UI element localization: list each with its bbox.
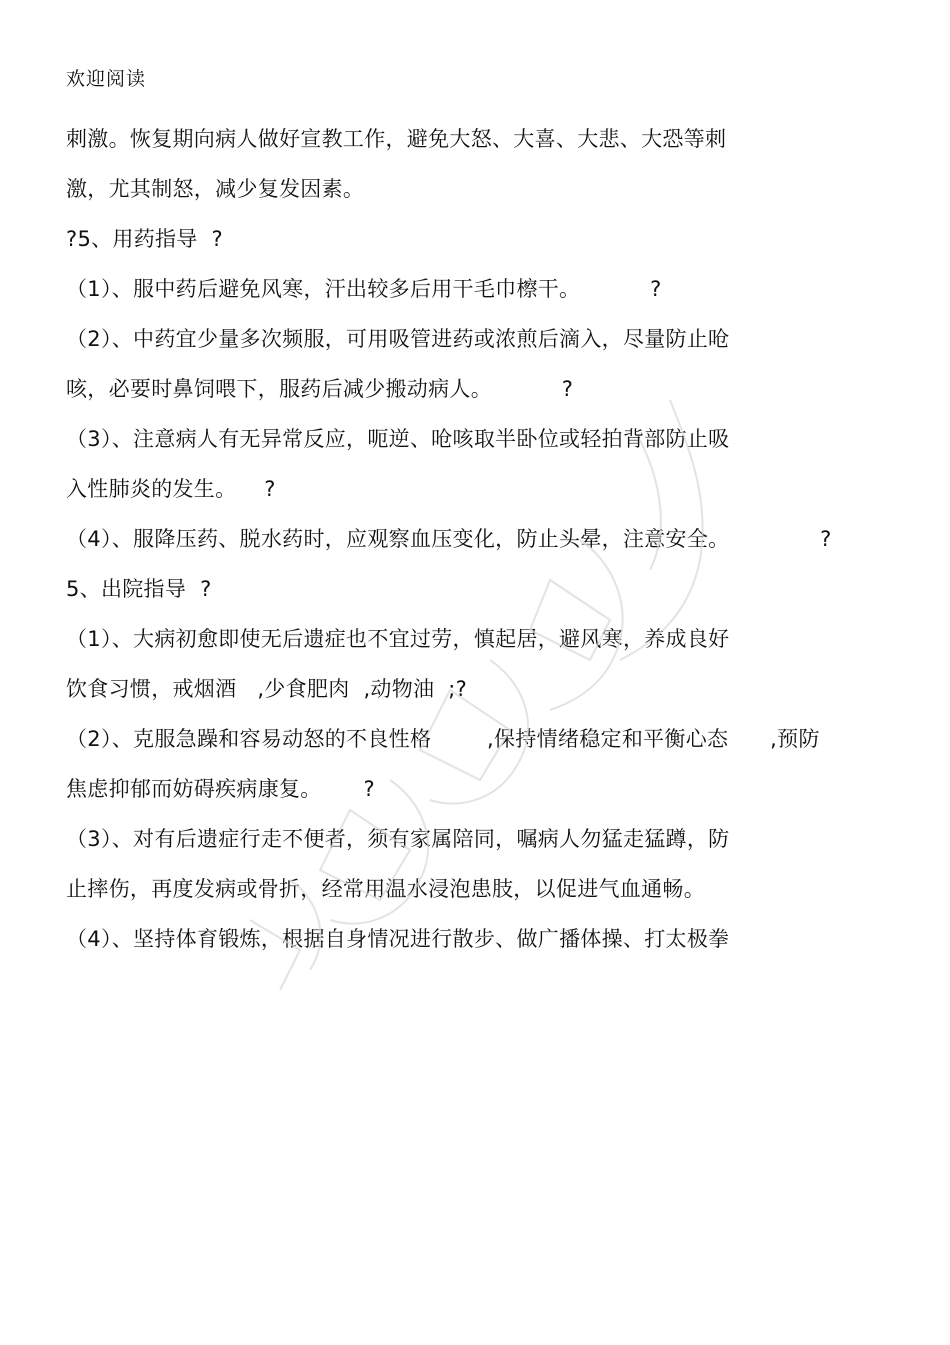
section-heading: ?5、用药指导 ?	[66, 227, 224, 251]
text-line: （4）、服降压药、脱水药时，应观察血压变化，防止头晕，注意安全。 ?	[66, 527, 832, 551]
page-header: 欢迎阅读	[66, 68, 147, 90]
text-line: 激，尤其制怒，减少复发因素。	[66, 177, 365, 201]
text-line: 咳，必要时鼻饲喂下，服药后减少搬动病人。 ?	[66, 377, 574, 401]
text-line: （2）、中药宜少量多次频服，可用吸管进药或浓煎后滴入，尽量防止呛	[66, 327, 730, 351]
text-line: 止摔伤，再度发病或骨折，经常用温水浸泡患肢，以促进气血通畅。	[66, 877, 705, 901]
text-line: （1）、大病初愈即使无后遗症也不宜过劳，慎起居，避风寒，养成良好	[66, 627, 730, 651]
text-line: （1）、服中药后避免风寒，汗出较多后用干毛巾檫干。 ?	[66, 277, 662, 301]
text-line: 刺激。恢复期向病人做好宣教工作，避免大怒、大喜、大悲、大恐等刺	[66, 127, 727, 151]
text-line: 入性肺炎的发生。 ?	[66, 477, 276, 501]
text-line: 饮食习惯，戒烟酒 ,少食肥肉 ,动物油 ;?	[66, 677, 468, 701]
text-line: （4）、坚持体育锻炼，根据自身情况进行散步、做广播体操、打太极拳	[66, 927, 730, 951]
section-heading: 5、出院指导 ?	[66, 577, 212, 601]
text-line: （2）、克服急躁和容易动怒的不良性格 ,保持情绪稳定和平衡心态 ,预防	[66, 727, 820, 751]
text-line: 焦虑抑郁而妨碍疾病康复。 ?	[66, 777, 375, 801]
text-line: （3）、对有后遗症行走不便者，须有家属陪同，嘱病人勿猛走猛蹲，防	[66, 827, 730, 851]
text-line: （3）、注意病人有无异常反应，呃逆、呛咳取半卧位或轻拍背部防止吸	[66, 427, 730, 451]
